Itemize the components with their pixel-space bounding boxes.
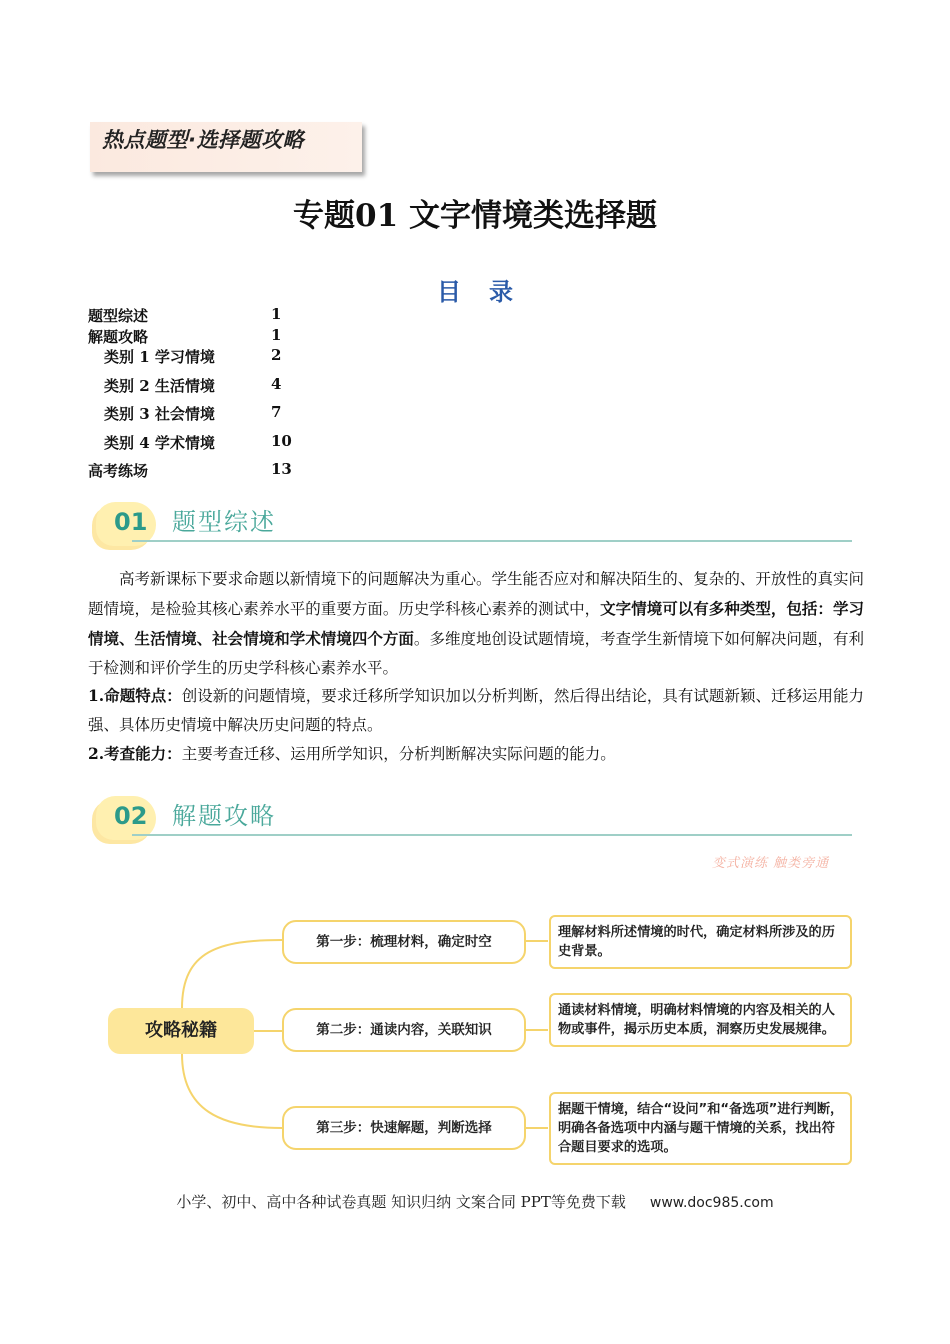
toc-item[interactable] bbox=[88, 305, 328, 326]
toc-item-label: 类别 3 社会情境 bbox=[104, 405, 215, 423]
section-number: 02 bbox=[114, 802, 148, 830]
mindmap-connector bbox=[526, 940, 548, 942]
toc-item[interactable] bbox=[88, 326, 328, 346]
header-tag bbox=[90, 122, 362, 172]
section-number: 01 bbox=[114, 508, 148, 536]
point-feature-label: 1.命题特点： bbox=[88, 686, 182, 705]
point-feature-text: 创设新的问题情境，要求迁移所学知识加以分析判断，然后得出结论，具有试题新颖、迁移运用能力强、具体历史情境中解决历史问题的特点。 bbox=[88, 687, 864, 734]
header-tag-text: 热点题型·选择题攻略 bbox=[102, 128, 304, 152]
point-ability bbox=[88, 739, 864, 769]
section-divider bbox=[132, 540, 852, 542]
section-divider bbox=[132, 834, 852, 836]
toc-item-label: 类别 4 学术情境 bbox=[104, 434, 215, 452]
overview-text-end: 。多维度地创设试题情境，考查学生新情境下如何解决问题，有利于检测和评价学生的历史学科核心素养水平。 bbox=[88, 630, 864, 677]
section-banner-overview bbox=[92, 496, 852, 556]
toc-item-label: 类别 2 生活情境 bbox=[104, 377, 215, 395]
toc-item[interactable] bbox=[88, 432, 328, 460]
overview-text: 高考新课标下要求命题以新情境下的问题解决为重心。学生能否应对和解决陌生的、复杂的、开放性的真实问题情境，是检验其核心素养水平的重要方面。历史学科核心素养的测试中， bbox=[88, 570, 864, 618]
mindmap-hub: 攻略秘籍 bbox=[108, 1008, 254, 1054]
section-banner-strategy bbox=[92, 790, 852, 850]
toc-item-page: 7 bbox=[271, 403, 282, 421]
toc-item[interactable] bbox=[88, 403, 328, 432]
strategy-mindmap bbox=[0, 890, 950, 1180]
toc-item[interactable] bbox=[88, 460, 328, 480]
toc-item-page: 2 bbox=[271, 346, 282, 364]
toc-item-label: 高考练场 bbox=[88, 462, 149, 480]
document-title: 专题01 文字情境类选择题 bbox=[293, 198, 657, 234]
page-footer bbox=[0, 1191, 950, 1212]
toc-item-label: 类别 1 学习情境 bbox=[104, 348, 215, 366]
table-of-contents bbox=[88, 305, 328, 480]
section-title: 题型综述 bbox=[172, 508, 276, 536]
toc-heading: 目录 bbox=[437, 278, 541, 306]
overview-paragraph bbox=[88, 565, 864, 683]
toc-item-label: 题型综述 bbox=[88, 307, 149, 325]
toc-item-page: 4 bbox=[271, 375, 282, 393]
toc-item-label: 解题攻略 bbox=[88, 328, 149, 346]
mindmap-step-1: 第一步：梳理材料，确定时空 bbox=[282, 920, 526, 964]
toc-item-page: 1 bbox=[271, 326, 282, 344]
mindmap-connector bbox=[526, 1029, 548, 1031]
mindmap-step-1-desc: 理解材料所述情境的时代，确定材料所涉及的历史背景。 bbox=[549, 915, 852, 969]
point-ability-label: 2.考查能力： bbox=[88, 744, 182, 763]
mindmap-step-2: 第二步：通读内容，关联知识 bbox=[282, 1008, 526, 1052]
toc-item[interactable] bbox=[88, 375, 328, 403]
toc-item-page: 13 bbox=[271, 460, 292, 478]
overview-emphasis: 文字情境可以有多种类型，包括：学习情境、生活情境、社会情境和学术情境四个方面 bbox=[88, 599, 864, 648]
mindmap-step-3-desc: 据题干情境，结合“设问”和“备选项”进行判断，明确各备选项中内涵与题干情境的关系，找出符合题目要求的选项。 bbox=[549, 1092, 852, 1165]
section-title: 解题攻略 bbox=[172, 802, 276, 830]
toc-item-page: 10 bbox=[271, 432, 292, 450]
mindmap-step-3: 第三步：快速解题，判断选择 bbox=[282, 1106, 526, 1150]
section-slogan: 变式演练 触类旁通 bbox=[712, 856, 830, 871]
point-feature bbox=[88, 681, 864, 740]
mindmap-step-2-desc: 通读材料情境，明确材料情境的内容及相关的人物或事件，揭示历史本质，洞察历史发展规律。 bbox=[549, 993, 852, 1047]
point-ability-text: 主要考查迁移、运用所学知识，分析判断解决实际问题的能力。 bbox=[181, 745, 616, 763]
toc-item[interactable] bbox=[88, 346, 328, 375]
mindmap-connector bbox=[526, 1127, 548, 1129]
footer-text: 小学、初中、高中各种试卷真题 知识归纳 文案合同 PPT等免费下载 bbox=[176, 1193, 626, 1211]
toc-item-page: 1 bbox=[271, 305, 282, 323]
footer-url[interactable]: www.doc985.com bbox=[649, 1195, 774, 1211]
